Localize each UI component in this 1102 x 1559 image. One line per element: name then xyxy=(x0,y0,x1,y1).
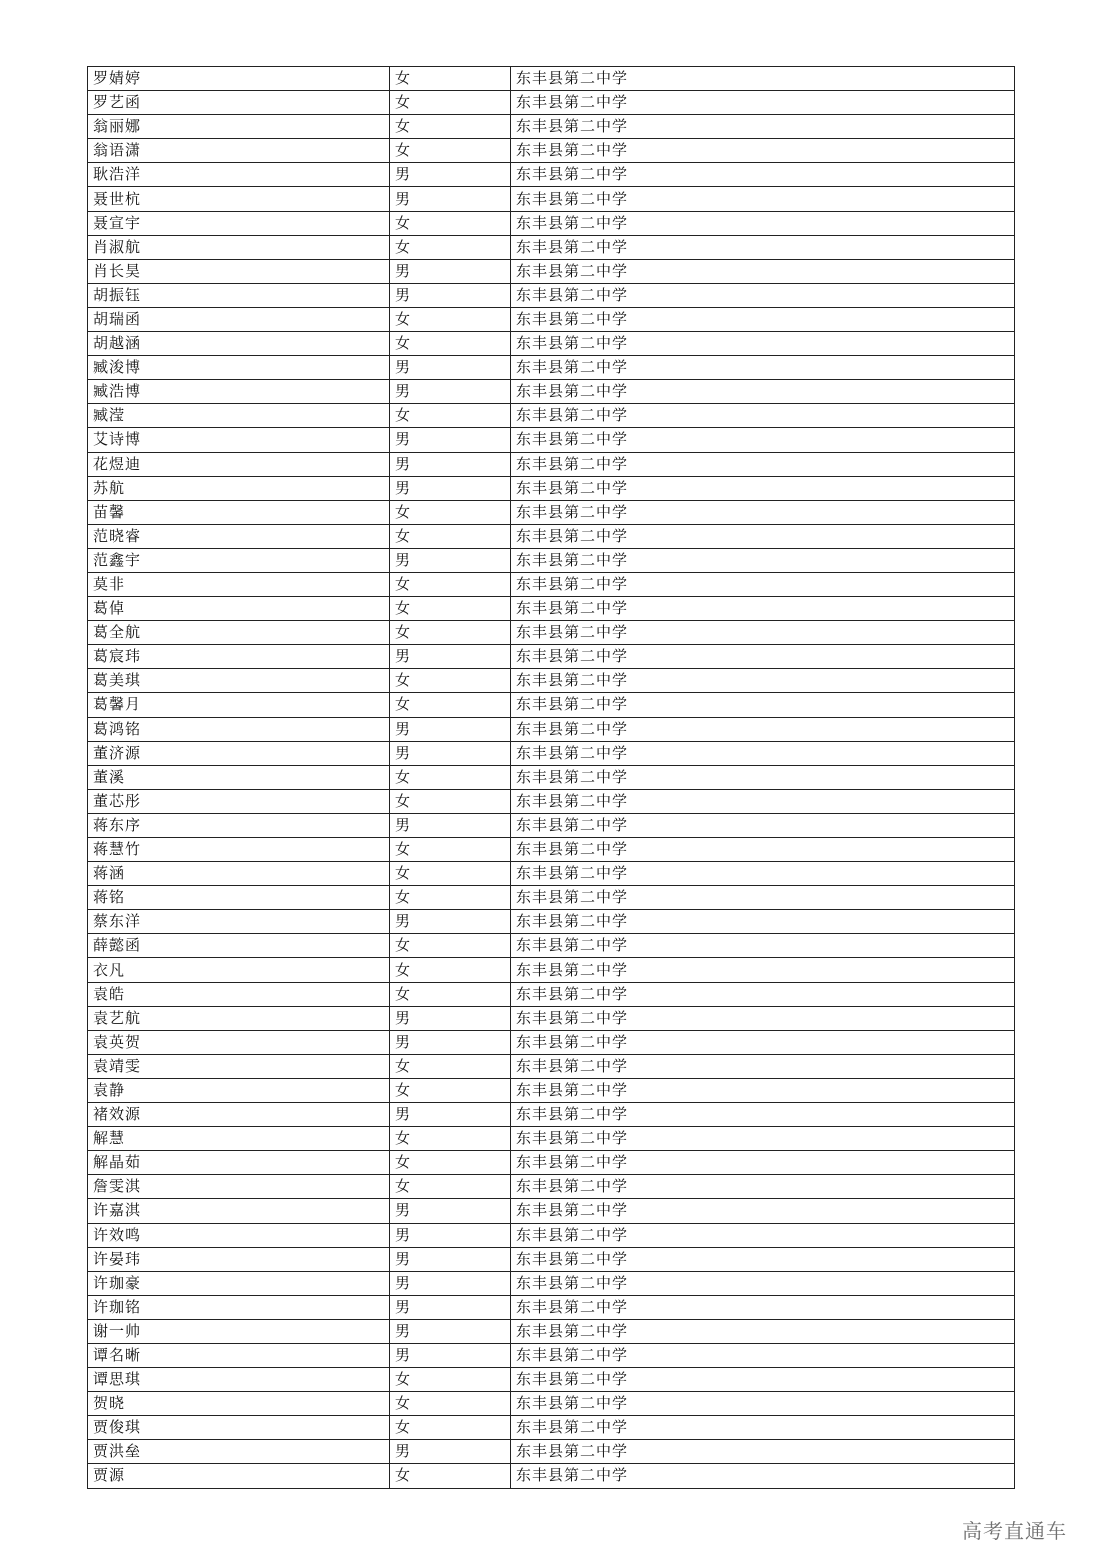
name-cell: 许珈豪 xyxy=(88,1271,390,1295)
gender-cell: 女 xyxy=(390,1078,511,1102)
school-cell: 东丰县第二中学 xyxy=(511,1247,1015,1271)
table-row xyxy=(88,717,1015,741)
table-row xyxy=(88,1392,1015,1416)
table-row xyxy=(88,645,1015,669)
table-row xyxy=(88,115,1015,139)
roster-body xyxy=(88,67,1015,1489)
gender-cell: 男 xyxy=(390,645,511,669)
school-cell: 东丰县第二中学 xyxy=(511,1416,1015,1440)
table-row xyxy=(88,597,1015,621)
gender-cell: 女 xyxy=(390,621,511,645)
table-row xyxy=(88,139,1015,163)
school-cell: 东丰县第二中学 xyxy=(511,211,1015,235)
name-cell: 莫非 xyxy=(88,572,390,596)
table-row xyxy=(88,500,1015,524)
school-cell: 东丰县第二中学 xyxy=(511,1319,1015,1343)
table-row xyxy=(88,1440,1015,1464)
table-row xyxy=(88,1103,1015,1127)
table-row xyxy=(88,1199,1015,1223)
name-cell: 袁静 xyxy=(88,1078,390,1102)
table-row xyxy=(88,862,1015,886)
table-row xyxy=(88,524,1015,548)
school-cell: 东丰县第二中学 xyxy=(511,1006,1015,1030)
gender-cell: 女 xyxy=(390,934,511,958)
school-cell: 东丰县第二中学 xyxy=(511,645,1015,669)
gender-cell: 男 xyxy=(390,910,511,934)
name-cell: 肖淑航 xyxy=(88,235,390,259)
gender-cell: 女 xyxy=(390,235,511,259)
gender-cell: 男 xyxy=(390,356,511,380)
table-row xyxy=(88,1054,1015,1078)
table-row xyxy=(88,476,1015,500)
name-cell: 苏航 xyxy=(88,476,390,500)
school-cell: 东丰县第二中学 xyxy=(511,452,1015,476)
school-cell: 东丰县第二中学 xyxy=(511,741,1015,765)
name-cell: 苗馨 xyxy=(88,500,390,524)
school-cell: 东丰县第二中学 xyxy=(511,1343,1015,1367)
table-row xyxy=(88,1343,1015,1367)
table-row xyxy=(88,958,1015,982)
name-cell: 葛倬 xyxy=(88,597,390,621)
name-cell: 葛鸿铭 xyxy=(88,717,390,741)
name-cell: 董济源 xyxy=(88,741,390,765)
table-row xyxy=(88,934,1015,958)
school-cell: 东丰县第二中学 xyxy=(511,669,1015,693)
name-cell: 蒋涵 xyxy=(88,862,390,886)
name-cell: 袁靖雯 xyxy=(88,1054,390,1078)
table-row xyxy=(88,1271,1015,1295)
gender-cell: 男 xyxy=(390,1271,511,1295)
table-row xyxy=(88,1368,1015,1392)
table-row xyxy=(88,404,1015,428)
school-cell: 东丰县第二中学 xyxy=(511,693,1015,717)
gender-cell: 男 xyxy=(390,548,511,572)
school-cell: 东丰县第二中学 xyxy=(511,1392,1015,1416)
table-row xyxy=(88,693,1015,717)
table-row xyxy=(88,380,1015,404)
table-row xyxy=(88,1416,1015,1440)
school-cell: 东丰县第二中学 xyxy=(511,476,1015,500)
gender-cell: 女 xyxy=(390,1175,511,1199)
school-cell: 东丰县第二中学 xyxy=(511,717,1015,741)
gender-cell: 女 xyxy=(390,524,511,548)
gender-cell: 女 xyxy=(390,838,511,862)
name-cell: 肖长昊 xyxy=(88,259,390,283)
school-cell: 东丰县第二中学 xyxy=(511,958,1015,982)
name-cell: 聂世杭 xyxy=(88,187,390,211)
gender-cell: 男 xyxy=(390,1440,511,1464)
name-cell: 翁语潇 xyxy=(88,139,390,163)
school-cell: 东丰县第二中学 xyxy=(511,1199,1015,1223)
gender-cell: 女 xyxy=(390,789,511,813)
table-row xyxy=(88,1319,1015,1343)
watermark-text: 高考直通车 xyxy=(962,1519,1067,1543)
name-cell: 袁英贺 xyxy=(88,1030,390,1054)
gender-cell: 女 xyxy=(390,115,511,139)
table-row xyxy=(88,741,1015,765)
gender-cell: 女 xyxy=(390,693,511,717)
name-cell: 解慧 xyxy=(88,1127,390,1151)
name-cell: 董芯彤 xyxy=(88,789,390,813)
gender-cell: 女 xyxy=(390,500,511,524)
school-cell: 东丰县第二中学 xyxy=(511,1295,1015,1319)
school-cell: 东丰县第二中学 xyxy=(511,1175,1015,1199)
table-row xyxy=(88,813,1015,837)
school-cell: 东丰县第二中学 xyxy=(511,934,1015,958)
table-row xyxy=(88,910,1015,934)
table-row xyxy=(88,669,1015,693)
name-cell: 葛宸玮 xyxy=(88,645,390,669)
table-row xyxy=(88,211,1015,235)
school-cell: 东丰县第二中学 xyxy=(511,1151,1015,1175)
table-row xyxy=(88,259,1015,283)
gender-cell: 男 xyxy=(390,1006,511,1030)
name-cell: 蒋铭 xyxy=(88,886,390,910)
gender-cell: 女 xyxy=(390,1416,511,1440)
gender-cell: 女 xyxy=(390,211,511,235)
gender-cell: 男 xyxy=(390,163,511,187)
name-cell: 褚效源 xyxy=(88,1103,390,1127)
table-row xyxy=(88,356,1015,380)
school-cell: 东丰县第二中学 xyxy=(511,500,1015,524)
table-row xyxy=(88,1295,1015,1319)
name-cell: 贾洪垒 xyxy=(88,1440,390,1464)
gender-cell: 男 xyxy=(390,428,511,452)
school-cell: 东丰县第二中学 xyxy=(511,1368,1015,1392)
gender-cell: 女 xyxy=(390,669,511,693)
gender-cell: 女 xyxy=(390,958,511,982)
school-cell: 东丰县第二中学 xyxy=(511,982,1015,1006)
table-row xyxy=(88,67,1015,91)
name-cell: 范鑫宇 xyxy=(88,548,390,572)
table-row xyxy=(88,307,1015,331)
gender-cell: 男 xyxy=(390,476,511,500)
school-cell: 东丰县第二中学 xyxy=(511,1030,1015,1054)
school-cell: 东丰县第二中学 xyxy=(511,428,1015,452)
school-cell: 东丰县第二中学 xyxy=(511,259,1015,283)
gender-cell: 女 xyxy=(390,1464,511,1488)
gender-cell: 男 xyxy=(390,380,511,404)
name-cell: 蒋东序 xyxy=(88,813,390,837)
name-cell: 聂宣宇 xyxy=(88,211,390,235)
name-cell: 罗艺函 xyxy=(88,91,390,115)
name-cell: 蒋慧竹 xyxy=(88,838,390,862)
school-cell: 东丰县第二中学 xyxy=(511,163,1015,187)
gender-cell: 女 xyxy=(390,139,511,163)
gender-cell: 女 xyxy=(390,1127,511,1151)
school-cell: 东丰县第二中学 xyxy=(511,380,1015,404)
table-row xyxy=(88,1175,1015,1199)
gender-cell: 女 xyxy=(390,307,511,331)
table-row xyxy=(88,332,1015,356)
name-cell: 臧浩博 xyxy=(88,380,390,404)
school-cell: 东丰县第二中学 xyxy=(511,910,1015,934)
table-row xyxy=(88,886,1015,910)
gender-cell: 女 xyxy=(390,572,511,596)
table-row xyxy=(88,1223,1015,1247)
school-cell: 东丰县第二中学 xyxy=(511,548,1015,572)
table-row xyxy=(88,91,1015,115)
name-cell: 衣凡 xyxy=(88,958,390,982)
school-cell: 东丰县第二中学 xyxy=(511,404,1015,428)
school-cell: 东丰县第二中学 xyxy=(511,139,1015,163)
name-cell: 葛美琪 xyxy=(88,669,390,693)
table-row xyxy=(88,1464,1015,1488)
gender-cell: 女 xyxy=(390,1392,511,1416)
school-cell: 东丰县第二中学 xyxy=(511,1078,1015,1102)
school-cell: 东丰县第二中学 xyxy=(511,356,1015,380)
gender-cell: 男 xyxy=(390,1295,511,1319)
table-row xyxy=(88,838,1015,862)
table-row xyxy=(88,1151,1015,1175)
school-cell: 东丰县第二中学 xyxy=(511,1054,1015,1078)
school-cell: 东丰县第二中学 xyxy=(511,1103,1015,1127)
name-cell: 谢一帅 xyxy=(88,1319,390,1343)
student-roster-table xyxy=(87,66,1015,1489)
gender-cell: 女 xyxy=(390,765,511,789)
gender-cell: 女 xyxy=(390,1054,511,1078)
name-cell: 胡振钰 xyxy=(88,283,390,307)
name-cell: 胡瑞函 xyxy=(88,307,390,331)
gender-cell: 女 xyxy=(390,886,511,910)
name-cell: 蔡东洋 xyxy=(88,910,390,934)
table-row xyxy=(88,1078,1015,1102)
name-cell: 葛馨月 xyxy=(88,693,390,717)
name-cell: 贾俊琪 xyxy=(88,1416,390,1440)
name-cell: 范晓睿 xyxy=(88,524,390,548)
gender-cell: 男 xyxy=(390,1223,511,1247)
school-cell: 东丰县第二中学 xyxy=(511,1440,1015,1464)
table-row xyxy=(88,187,1015,211)
school-cell: 东丰县第二中学 xyxy=(511,524,1015,548)
name-cell: 解晶茹 xyxy=(88,1151,390,1175)
school-cell: 东丰县第二中学 xyxy=(511,115,1015,139)
school-cell: 东丰县第二中学 xyxy=(511,332,1015,356)
gender-cell: 男 xyxy=(390,1199,511,1223)
gender-cell: 男 xyxy=(390,1319,511,1343)
school-cell: 东丰县第二中学 xyxy=(511,572,1015,596)
gender-cell: 男 xyxy=(390,741,511,765)
table-row xyxy=(88,982,1015,1006)
gender-cell: 男 xyxy=(390,259,511,283)
name-cell: 袁皓 xyxy=(88,982,390,1006)
table-row xyxy=(88,1030,1015,1054)
table-row xyxy=(88,235,1015,259)
school-cell: 东丰县第二中学 xyxy=(511,1271,1015,1295)
name-cell: 花煜迪 xyxy=(88,452,390,476)
name-cell: 许效鸣 xyxy=(88,1223,390,1247)
school-cell: 东丰县第二中学 xyxy=(511,187,1015,211)
school-cell: 东丰县第二中学 xyxy=(511,283,1015,307)
school-cell: 东丰县第二中学 xyxy=(511,597,1015,621)
gender-cell: 男 xyxy=(390,1247,511,1271)
table-row xyxy=(88,621,1015,645)
name-cell: 翁丽娜 xyxy=(88,115,390,139)
gender-cell: 男 xyxy=(390,717,511,741)
name-cell: 臧浚博 xyxy=(88,356,390,380)
table-row xyxy=(88,283,1015,307)
school-cell: 东丰县第二中学 xyxy=(511,1464,1015,1488)
gender-cell: 男 xyxy=(390,813,511,837)
school-cell: 东丰县第二中学 xyxy=(511,765,1015,789)
school-cell: 东丰县第二中学 xyxy=(511,1127,1015,1151)
table-row xyxy=(88,1247,1015,1271)
gender-cell: 男 xyxy=(390,283,511,307)
gender-cell: 男 xyxy=(390,452,511,476)
gender-cell: 女 xyxy=(390,1368,511,1392)
name-cell: 贾源 xyxy=(88,1464,390,1488)
school-cell: 东丰县第二中学 xyxy=(511,1223,1015,1247)
table-row xyxy=(88,428,1015,452)
name-cell: 艾诗博 xyxy=(88,428,390,452)
gender-cell: 女 xyxy=(390,1151,511,1175)
school-cell: 东丰县第二中学 xyxy=(511,862,1015,886)
name-cell: 许嘉淇 xyxy=(88,1199,390,1223)
table-row xyxy=(88,1127,1015,1151)
gender-cell: 男 xyxy=(390,1343,511,1367)
gender-cell: 女 xyxy=(390,982,511,1006)
name-cell: 董溪 xyxy=(88,765,390,789)
gender-cell: 男 xyxy=(390,187,511,211)
name-cell: 罗婧婷 xyxy=(88,67,390,91)
table-row xyxy=(88,1006,1015,1030)
school-cell: 东丰县第二中学 xyxy=(511,886,1015,910)
table-row xyxy=(88,789,1015,813)
name-cell: 胡越涵 xyxy=(88,332,390,356)
school-cell: 东丰县第二中学 xyxy=(511,838,1015,862)
name-cell: 詹雯淇 xyxy=(88,1175,390,1199)
gender-cell: 女 xyxy=(390,862,511,886)
name-cell: 薛懿函 xyxy=(88,934,390,958)
school-cell: 东丰县第二中学 xyxy=(511,621,1015,645)
name-cell: 葛全航 xyxy=(88,621,390,645)
table-row xyxy=(88,163,1015,187)
gender-cell: 男 xyxy=(390,1030,511,1054)
gender-cell: 女 xyxy=(390,332,511,356)
gender-cell: 女 xyxy=(390,67,511,91)
name-cell: 臧滢 xyxy=(88,404,390,428)
name-cell: 耿浩洋 xyxy=(88,163,390,187)
school-cell: 东丰县第二中学 xyxy=(511,67,1015,91)
table-row xyxy=(88,572,1015,596)
gender-cell: 女 xyxy=(390,597,511,621)
name-cell: 谭名晰 xyxy=(88,1343,390,1367)
name-cell: 贺晓 xyxy=(88,1392,390,1416)
school-cell: 东丰县第二中学 xyxy=(511,789,1015,813)
name-cell: 谭思琪 xyxy=(88,1368,390,1392)
name-cell: 许晏玮 xyxy=(88,1247,390,1271)
gender-cell: 男 xyxy=(390,1103,511,1127)
name-cell: 袁艺航 xyxy=(88,1006,390,1030)
school-cell: 东丰县第二中学 xyxy=(511,307,1015,331)
table-row xyxy=(88,452,1015,476)
gender-cell: 女 xyxy=(390,91,511,115)
school-cell: 东丰县第二中学 xyxy=(511,235,1015,259)
table-row xyxy=(88,548,1015,572)
name-cell: 许珈铭 xyxy=(88,1295,390,1319)
school-cell: 东丰县第二中学 xyxy=(511,813,1015,837)
gender-cell: 女 xyxy=(390,404,511,428)
school-cell: 东丰县第二中学 xyxy=(511,91,1015,115)
table-row xyxy=(88,765,1015,789)
